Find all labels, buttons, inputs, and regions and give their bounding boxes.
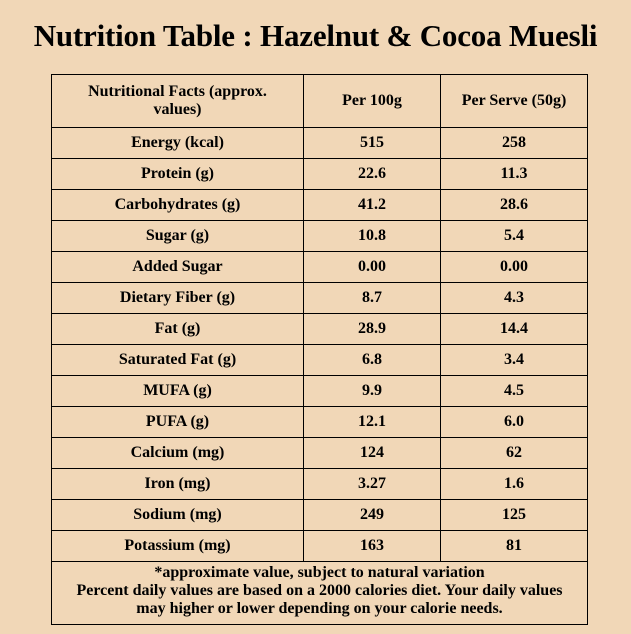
page-title: Nutrition Table : Hazelnut & Cocoa Muesli: [33, 18, 598, 53]
table-row: [52, 438, 588, 469]
table-row: [52, 345, 588, 376]
footnote: [52, 562, 588, 625]
value-per-serve: 1.6: [441, 469, 588, 500]
nutrient-name: Sugar (g): [52, 221, 304, 252]
value-per-serve: 258: [441, 128, 588, 159]
nutrient-name: Carbohydrates (g): [52, 190, 304, 221]
value-per-serve: 28.6: [441, 190, 588, 221]
nutrient-name: Dietary Fiber (g): [52, 283, 304, 314]
value-per-100g: 163: [304, 531, 441, 562]
table-row: [52, 500, 588, 531]
value-per-serve: 0.00: [441, 252, 588, 283]
column-header-per-serve: Per Serve (50g): [441, 75, 588, 128]
footnote-row: [52, 562, 588, 625]
table-row: [52, 314, 588, 345]
value-per-serve: 125: [441, 500, 588, 531]
footnote-line-3: may higher or lower depending on your calorie needs.: [136, 600, 503, 617]
value-per-serve: 3.4: [441, 345, 588, 376]
nutrient-name: PUFA (g): [52, 407, 304, 438]
value-per-100g: 12.1: [304, 407, 441, 438]
table-row: [52, 407, 588, 438]
value-per-serve: 4.3: [441, 283, 588, 314]
nutrient-name: Calcium (mg): [52, 438, 304, 469]
value-per-100g: 22.6: [304, 159, 441, 190]
value-per-100g: 515: [304, 128, 441, 159]
value-per-100g: 0.00: [304, 252, 441, 283]
value-per-serve: 62: [441, 438, 588, 469]
nutrient-name: Added Sugar: [52, 252, 304, 283]
value-per-100g: 10.8: [304, 221, 441, 252]
nutrient-name: Saturated Fat (g): [52, 345, 304, 376]
nutrient-name: Iron (mg): [52, 469, 304, 500]
value-per-100g: 124: [304, 438, 441, 469]
value-per-100g: 3.27: [304, 469, 441, 500]
value-per-100g: 41.2: [304, 190, 441, 221]
nutrient-name: Fat (g): [52, 314, 304, 345]
nutrient-name: Energy (kcal): [52, 128, 304, 159]
column-header-per-100g: Per 100g: [304, 75, 441, 128]
table-row: [52, 252, 588, 283]
value-per-100g: 6.8: [304, 345, 441, 376]
table-row: [52, 283, 588, 314]
value-per-serve: 81: [441, 531, 588, 562]
table-row: [52, 376, 588, 407]
column-header-nutrient: Nutritional Facts (approx. values): [52, 75, 304, 128]
value-per-serve: 14.4: [441, 314, 588, 345]
footnote-line-2: Percent daily values are based on a 2000 calories diet. Your daily values: [76, 582, 563, 599]
table-row: [52, 221, 588, 252]
nutrient-name: Potassium (mg): [52, 531, 304, 562]
value-per-100g: 249: [304, 500, 441, 531]
nutrient-name: Protein (g): [52, 159, 304, 190]
value-per-serve: 4.5: [441, 376, 588, 407]
table-row: [52, 159, 588, 190]
value-per-serve: 5.4: [441, 221, 588, 252]
table-row: [52, 531, 588, 562]
nutrient-name: Sodium (mg): [52, 500, 304, 531]
value-per-serve: 11.3: [441, 159, 588, 190]
value-per-100g: 28.9: [304, 314, 441, 345]
footnote-line-1: *approximate value, subject to natural variation: [154, 564, 485, 581]
value-per-serve: 6.0: [441, 407, 588, 438]
nutrient-name: MUFA (g): [52, 376, 304, 407]
table-row: [52, 128, 588, 159]
table-header-row: [52, 75, 588, 128]
nutrition-table: [51, 74, 588, 625]
value-per-100g: 9.9: [304, 376, 441, 407]
value-per-100g: 8.7: [304, 283, 441, 314]
table-row: [52, 469, 588, 500]
table-row: [52, 190, 588, 221]
